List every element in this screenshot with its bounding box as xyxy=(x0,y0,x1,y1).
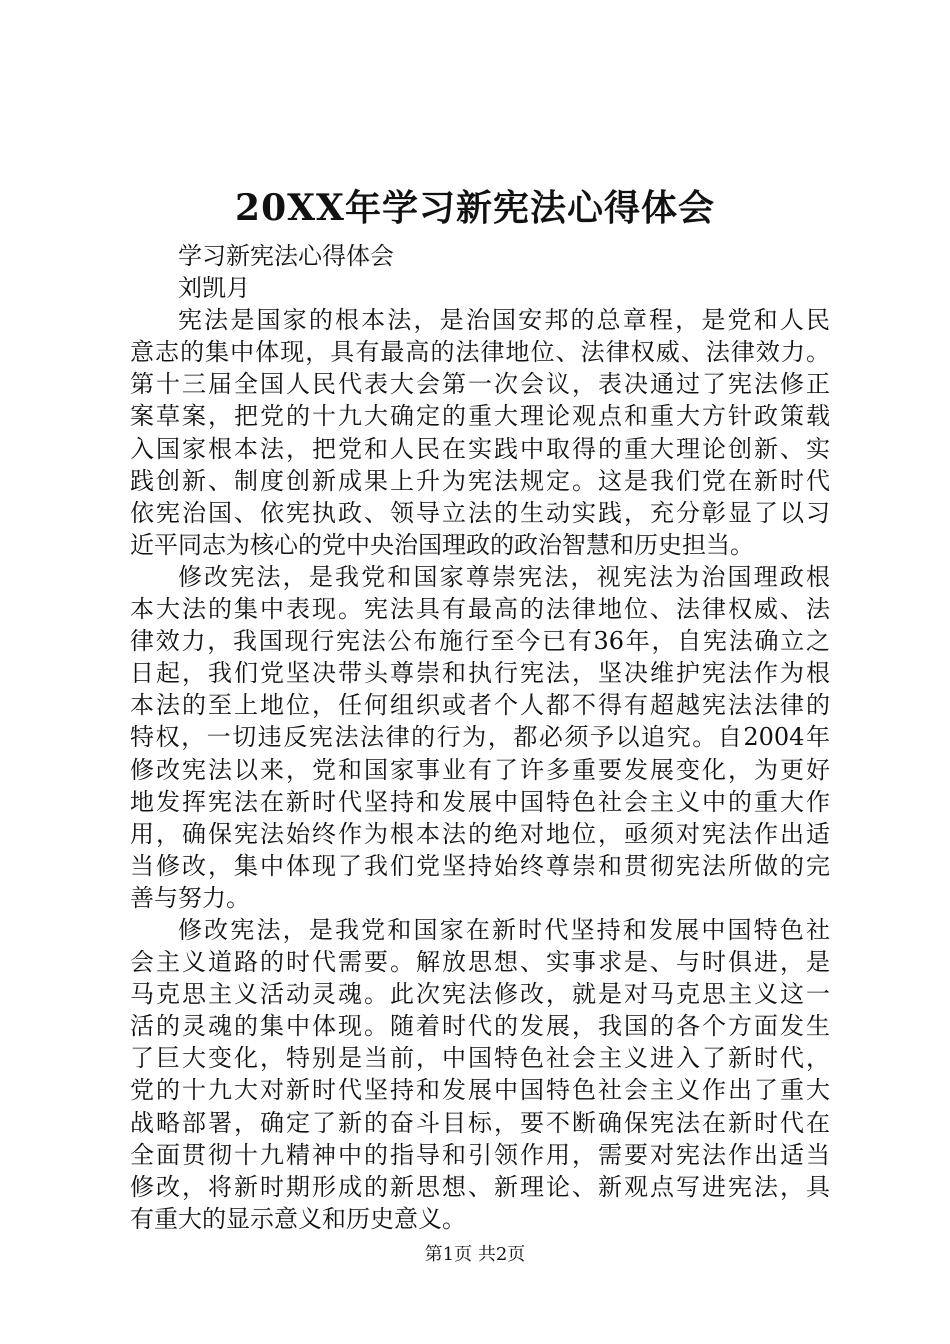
paragraph-line: 全面贯彻十九精神中的指导和引领作用，需要对宪法作出适当 xyxy=(130,1140,830,1169)
paragraph-line: 案草案，把党的十九大确定的重大理论观点和重大方针政策载 xyxy=(130,402,830,431)
paragraph-3 xyxy=(130,914,830,1235)
paragraph-line: 当修改，集中体现了我们党坚持始终尊崇和贯彻宪法所做的完 xyxy=(130,851,830,880)
paragraph-line: 宪法是国家的根本法，是治国安邦的总章程，是党和人民 xyxy=(178,306,830,335)
paragraph-line: 活的灵魂的集中体现。随着时代的发展，我国的各个方面发生 xyxy=(130,1012,830,1041)
paragraph-line: 地发挥宪法在新时代坚持和发展中国特色社会主义中的重大作 xyxy=(130,787,830,816)
paragraph-line: 善与努力。 xyxy=(130,883,250,912)
paragraph-line: 近平同志为核心的党中央治国理政的政治智慧和历史担当。 xyxy=(130,530,754,559)
page-indicator: 第1页 共2页 xyxy=(424,1244,526,1265)
paragraph-line: 第十三届全国人民代表大会第一次会议，表决通过了宪法修正 xyxy=(130,370,830,399)
document-subtitle: 学习新宪法心得体会 xyxy=(178,242,394,270)
paragraph-line: 党的十九大对新时代坚持和发展中国特色社会主义作出了重大 xyxy=(130,1076,830,1105)
paragraph-line: 本大法的集中表现。宪法具有最高的法律地位、法律权威、法 xyxy=(130,595,830,624)
paragraph-1 xyxy=(130,304,830,561)
paragraph-2 xyxy=(130,561,830,914)
paragraph-line: 日起，我们党坚决带头尊崇和执行宪法，坚决维护宪法作为根 xyxy=(130,659,830,688)
document-body xyxy=(130,240,830,1235)
paragraph-line: 用，确保宪法始终作为根本法的绝对地位，亟须对宪法作出适 xyxy=(130,819,830,848)
paragraph-line: 意志的集中体现，具有最高的法律地位、法律权威、法律效力。 xyxy=(130,338,830,367)
paragraph-line: 了巨大变化，特别是当前，中国特色社会主义进入了新时代， xyxy=(130,1044,830,1073)
document-author: 刘凯月 xyxy=(178,274,250,303)
paragraph-line: 特权，一切违反宪法法律的行为，都必须予以追究。自2004年 xyxy=(130,723,830,752)
paragraph-line: 战略部署，确定了新的奋斗目标，要不断确保宪法在新时代在 xyxy=(130,1108,830,1137)
paragraph-line: 践创新、制度创新成果上升为宪法规定。这是我们党在新时代 xyxy=(130,466,830,495)
paragraph-line: 马克思主义活动灵魂。此次宪法修改，就是对马克思主义这一 xyxy=(130,980,830,1009)
paragraph-line: 有重大的显示意义和历史意义。 xyxy=(130,1204,466,1233)
paragraph-line: 律效力，我国现行宪法公布施行至今已有36年，自宪法确立之 xyxy=(130,627,830,656)
document-title: 20XX年学习新宪法心得体会 xyxy=(235,187,715,229)
paragraph-line: 修改宪法以来，党和国家事业有了许多重要发展变化，为更好 xyxy=(130,755,830,784)
paragraph-line: 入国家根本法，把党和人民在实践中取得的重大理论创新、实 xyxy=(130,434,830,463)
paragraph-line: 依宪治国、依宪执政、领导立法的生动实践，充分彰显了以习 xyxy=(130,498,830,527)
paragraph-line: 修改宪法，是我党和国家在新时代坚持和发展中国特色社 xyxy=(178,915,830,944)
paragraph-line: 会主义道路的时代需要。解放思想、实事求是、与时俱进，是 xyxy=(130,948,830,977)
paragraph-line: 修改，将新时期形成的新思想、新理论、新观点写进宪法，具 xyxy=(130,1172,830,1201)
paragraph-line: 本法的至上地位，任何组织或者个人都不得有超越宪法法律的 xyxy=(130,691,830,720)
paragraph-line: 修改宪法，是我党和国家尊崇宪法，视宪法为治国理政根 xyxy=(178,562,830,591)
